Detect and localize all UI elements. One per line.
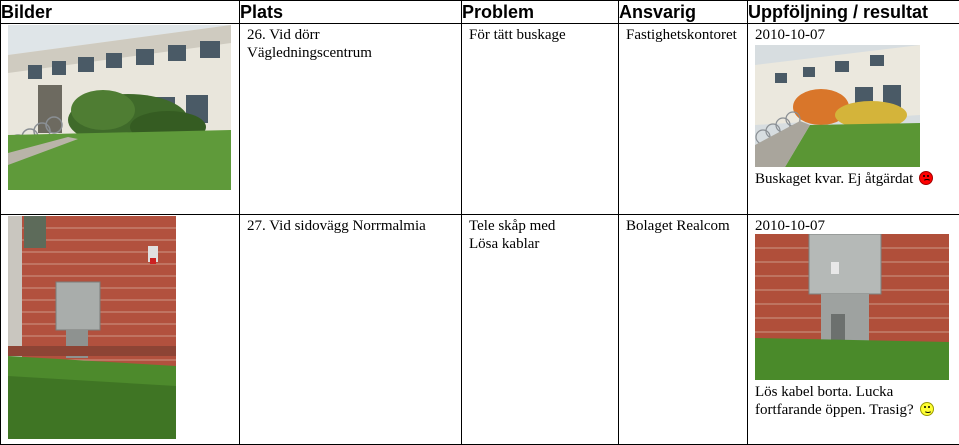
- uppfoljning-cell: [748, 24, 959, 215]
- result-line: Lös kabel borta. Lucka: [755, 384, 894, 401]
- followup-photo: [755, 234, 949, 380]
- neutral-face-icon: [920, 402, 934, 416]
- result-text: [755, 383, 934, 419]
- header-plats: Plats: [240, 1, 462, 24]
- problem-text: Tele skåp med: [469, 218, 556, 235]
- building-photo: [8, 25, 231, 190]
- plats-text-2: Vägledningscentrum: [247, 45, 372, 62]
- plats-text: 27. Vid sidovägg Norrmalmia: [247, 218, 426, 235]
- result-line: Buskaget kvar. Ej åtgärdat: [755, 171, 914, 188]
- ansvarig-text: Fastighetskontoret: [626, 27, 737, 44]
- header-row: [1, 1, 959, 24]
- plats-text: 26. Vid dörr: [247, 27, 320, 44]
- ansvarig-cell: [619, 24, 748, 215]
- followup-date: 2010-10-07: [755, 27, 825, 44]
- plats-cell: [240, 215, 462, 445]
- ansvarig-cell: [619, 215, 748, 445]
- bilder-cell: [1, 215, 240, 445]
- header-bilder: Bilder: [1, 1, 240, 24]
- header-uppfoljning: Uppföljning / resultat: [748, 1, 959, 24]
- result-line-2: fortfarande öppen. Trasig?: [755, 402, 914, 419]
- uppfoljning-cell: [748, 215, 959, 445]
- ansvarig-text: Bolaget Realcom: [626, 218, 730, 235]
- followup-date: 2010-10-07: [755, 218, 825, 235]
- header-ansvarig: Ansvarig: [619, 1, 748, 24]
- plats-cell: [240, 24, 462, 215]
- wall-photo: [8, 216, 176, 439]
- table-row: [1, 24, 959, 215]
- problem-text-2: Lösa kablar: [469, 236, 540, 253]
- followup-photo: [755, 45, 920, 167]
- table-row: [1, 215, 959, 445]
- header-problem: Problem: [462, 1, 619, 24]
- bilder-cell: [1, 24, 240, 215]
- sad-face-icon: [919, 171, 933, 185]
- problem-cell: [462, 215, 619, 445]
- problem-cell: [462, 24, 619, 215]
- result-text: [755, 170, 933, 188]
- problem-text: För tätt buskage: [469, 27, 566, 44]
